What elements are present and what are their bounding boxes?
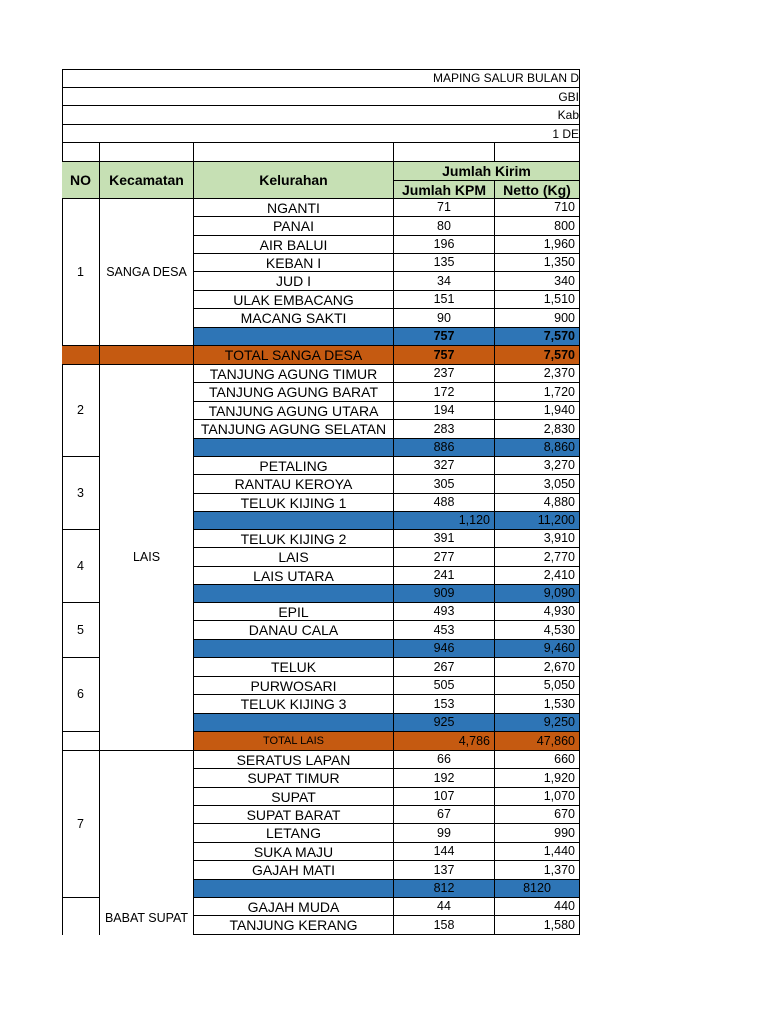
kelurahan-cell: TANJUNG AGUNG UTARA [194,402,394,420]
kelurahan-cell: TANJUNG AGUNG TIMUR [194,365,394,383]
subtotal-netto: 8,860 [495,439,580,457]
netto-cell: 4,880 [495,494,580,512]
spacer-cell [100,143,194,162]
subtotal-kpm: 812 [394,880,495,898]
total-no-cell [62,732,100,751]
netto-cell: 440 [495,898,580,916]
subtotal-netto: 9,250 [495,714,580,732]
no-cell: 7 [62,751,100,898]
subtotal-netto: 7,570 [495,328,580,346]
netto-cell: 1,370 [495,861,580,880]
no-cell: 5 [62,603,100,658]
netto-cell: 670 [495,806,580,824]
kelurahan-cell: LAIS UTARA [194,567,394,585]
kpm-cell: 151 [394,291,495,309]
netto-cell: 2,770 [495,548,580,567]
netto-cell: 2,830 [495,420,580,439]
total-sanga-desa-kpm: 757 [394,346,495,365]
netto-cell: 900 [495,309,580,328]
kpm-cell: 267 [394,658,495,677]
kelurahan-cell: LETANG [194,824,394,843]
spreadsheet [62,69,580,935]
kpm-cell: 237 [394,365,495,383]
netto-cell: 3,270 [495,457,580,475]
subtotal-label-cell [194,512,394,530]
subtotal-netto: 9,090 [495,585,580,603]
kpm-cell: 153 [394,695,495,714]
total-lais-netto: 47,860 [495,732,580,751]
kpm-cell: 192 [394,769,495,788]
title-line-4: 1 DE [62,125,580,143]
kelurahan-cell: LAIS [194,548,394,567]
kpm-cell: 80 [394,217,495,236]
kpm-cell: 144 [394,843,495,861]
kpm-cell: 90 [394,309,495,328]
spacer-cell [194,143,394,162]
kpm-cell: 505 [394,677,495,695]
kpm-cell: 493 [394,603,495,621]
netto-cell: 800 [495,217,580,236]
subtotal-kpm: 909 [394,585,495,603]
kpm-cell: 453 [394,621,495,640]
kelurahan-cell: GAJAH MATI [194,861,394,880]
kelurahan-cell: TANJUNG AGUNG BARAT [194,383,394,402]
netto-cell: 1,070 [495,788,580,806]
kpm-cell: 488 [394,494,495,512]
kelurahan-cell: EPIL [194,603,394,621]
no-cell [62,898,100,935]
kpm-cell: 99 [394,824,495,843]
netto-cell: 5,050 [495,677,580,695]
title-line-3: Kab [62,106,580,125]
total-no-cell [62,346,100,365]
kelurahan-cell: NGANTI [194,199,394,217]
kpm-cell: 67 [394,806,495,824]
subtotal-label-cell [194,880,394,898]
kelurahan-cell: TELUK KIJING 3 [194,695,394,714]
total-lais-label: TOTAL LAIS [194,732,394,751]
netto-cell: 1,720 [495,383,580,402]
subtotal-kpm: 925 [394,714,495,732]
kelurahan-cell: AIR BALUI [194,236,394,254]
netto-cell: 340 [495,272,580,291]
header-jumlah-kirim: Jumlah Kirim [394,162,580,181]
kpm-cell: 283 [394,420,495,439]
netto-cell: 3,910 [495,530,580,548]
kpm-cell: 196 [394,236,495,254]
header-kecamatan: Kecamatan [100,162,194,199]
subtotal-netto: 11,200 [495,512,580,530]
spacer-cell [394,143,495,162]
kelurahan-cell: JUD I [194,272,394,291]
no-cell: 6 [62,658,100,732]
header-no: NO [62,162,100,199]
kpm-cell: 107 [394,788,495,806]
kecamatan-cell: BABAT SUPAT [100,898,194,935]
kpm-cell: 135 [394,254,495,272]
subtotal-label-cell [194,640,394,658]
total-sanga-desa-netto: 7,570 [495,346,580,365]
spacer-cell [62,143,100,162]
kelurahan-cell: GAJAH MUDA [194,898,394,916]
netto-cell: 3,050 [495,475,580,494]
kpm-cell: 172 [394,383,495,402]
subtotal-netto: 9,460 [495,640,580,658]
subtotal-label-cell [194,328,394,346]
kelurahan-cell: TELUK KIJING 2 [194,530,394,548]
kecamatan-cell [100,751,194,898]
kecamatan-cell: LAIS [100,365,194,751]
subtotal-kpm: 946 [394,640,495,658]
subtotal-label-cell [194,714,394,732]
subtotal-kpm: 757 [394,328,495,346]
netto-cell: 4,530 [495,621,580,640]
kelurahan-cell: MACANG SAKTI [194,309,394,328]
kelurahan-cell: PETALING [194,457,394,475]
no-cell: 4 [62,530,100,603]
title-line-1: MAPING SALUR BULAN D [62,69,580,88]
spacer-cell [495,143,580,162]
netto-cell: 2,370 [495,365,580,383]
total-kecamatan-cell [100,346,194,365]
netto-cell: 4,930 [495,603,580,621]
total-lais-kpm: 4,786 [394,732,495,751]
netto-cell: 710 [495,199,580,217]
kelurahan-cell: SUKA MAJU [194,843,394,861]
subtotal-kpm: 1,120 [394,512,495,530]
netto-cell: 2,670 [495,658,580,677]
kelurahan-cell: RANTAU KEROYA [194,475,394,494]
kpm-cell: 34 [394,272,495,291]
netto-cell: 1,920 [495,769,580,788]
header-jumlah-kpm: Jumlah KPM [394,181,495,199]
kelurahan-cell: PANAI [194,217,394,236]
no-cell: 2 [62,365,100,457]
total-sanga-desa-label: TOTAL SANGA DESA [194,346,394,365]
no-cell: 3 [62,457,100,530]
kpm-cell: 241 [394,567,495,585]
no-cell: 1 [62,199,100,346]
subtotal-kpm: 886 [394,439,495,457]
netto-cell: 990 [495,824,580,843]
header-kelurahan: Kelurahan [194,162,394,199]
kelurahan-cell: SUPAT TIMUR [194,769,394,788]
kpm-cell: 194 [394,402,495,420]
netto-cell: 660 [495,751,580,769]
kelurahan-cell: DANAU CALA [194,621,394,640]
kelurahan-cell: KEBAN I [194,254,394,272]
kelurahan-cell: TANJUNG AGUNG SELATAN [194,420,394,439]
subtotal-label-cell [194,439,394,457]
kelurahan-cell: TELUK KIJING 1 [194,494,394,512]
kelurahan-cell: PURWOSARI [194,677,394,695]
kpm-cell: 71 [394,199,495,217]
kelurahan-cell: SUPAT [194,788,394,806]
subtotal-netto: 8120 [495,880,580,898]
kpm-cell: 158 [394,916,495,935]
kecamatan-cell: SANGA DESA [100,199,194,346]
kpm-cell: 277 [394,548,495,567]
title-line-2: GBI [62,88,580,106]
kelurahan-cell: ULAK EMBACANG [194,291,394,309]
kpm-cell: 44 [394,898,495,916]
netto-cell: 1,580 [495,916,580,935]
kelurahan-cell: TANJUNG KERANG [194,916,394,935]
header-netto: Netto (Kg) [495,181,580,199]
subtotal-label-cell [194,585,394,603]
kpm-cell: 66 [394,751,495,769]
kelurahan-cell: SUPAT BARAT [194,806,394,824]
kpm-cell: 305 [394,475,495,494]
kelurahan-cell: TELUK [194,658,394,677]
kelurahan-cell: SERATUS LAPAN [194,751,394,769]
netto-cell: 1,510 [495,291,580,309]
kpm-cell: 327 [394,457,495,475]
netto-cell: 1,960 [495,236,580,254]
kpm-cell: 137 [394,861,495,880]
netto-cell: 2,410 [495,567,580,585]
netto-cell: 1,440 [495,843,580,861]
netto-cell: 1,940 [495,402,580,420]
kpm-cell: 391 [394,530,495,548]
netto-cell: 1,350 [495,254,580,272]
netto-cell: 1,530 [495,695,580,714]
